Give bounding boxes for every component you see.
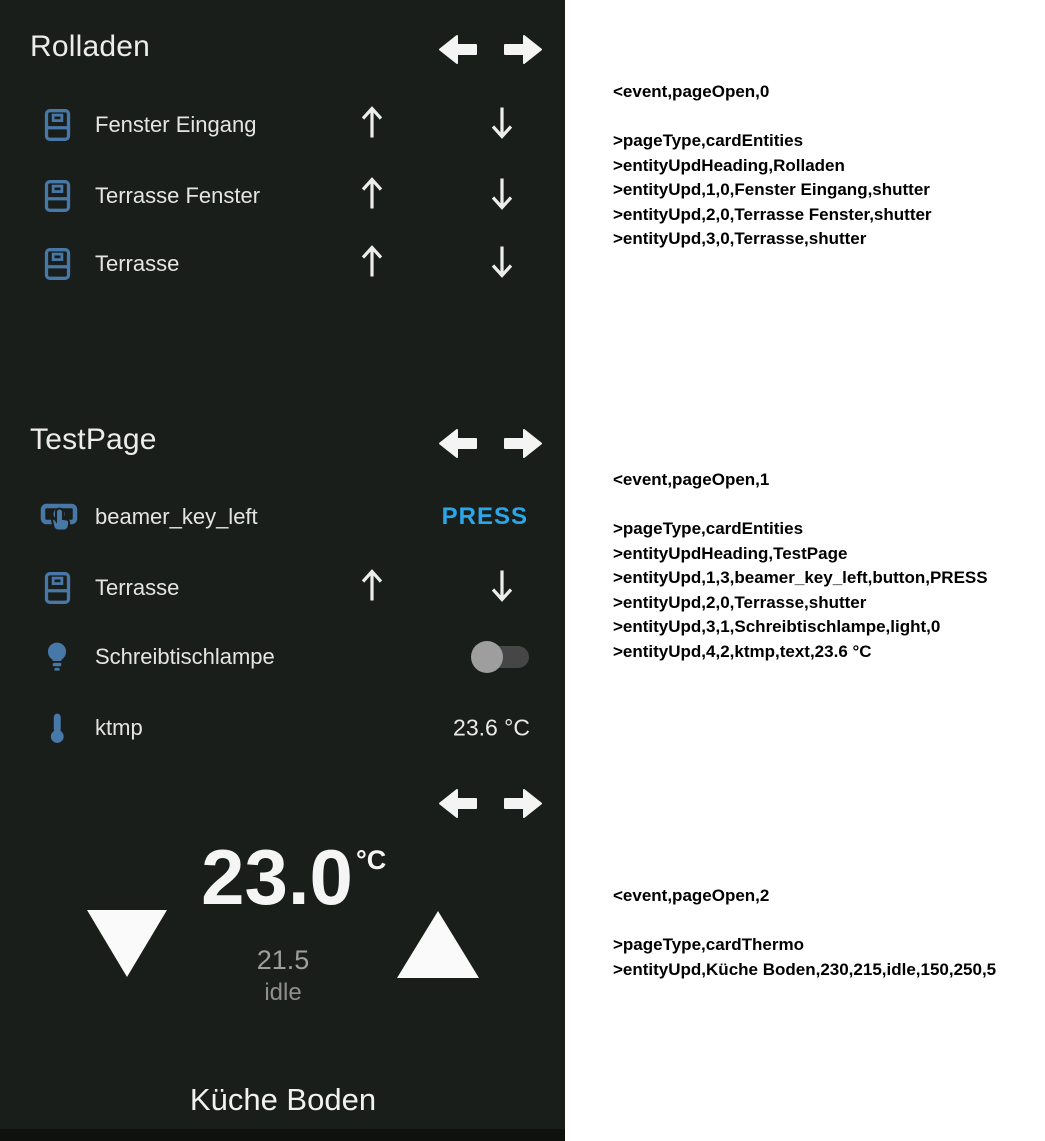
entity-name: Fenster Eingang xyxy=(95,112,257,137)
right-arrow-icon xyxy=(505,790,541,817)
annotation-block-page2 xyxy=(613,884,1043,982)
protocol-line: >entityUpd,Küche Boden,230,215,idle,150,250,5 xyxy=(613,959,997,979)
left-arrow-icon xyxy=(440,36,476,63)
annotation-block-page0 xyxy=(613,80,1043,252)
protocol-line: >entityUpd,4,2,ktmp,text,23.6 °C xyxy=(613,641,872,661)
entity-row-terrasse-2 xyxy=(0,560,565,616)
entity-name: Schreibtischlampe xyxy=(95,644,275,669)
shutter-up-button[interactable] xyxy=(360,105,384,146)
down-arrow-icon xyxy=(493,179,511,208)
thermometer-icon xyxy=(44,712,82,744)
entity-name: Terrasse Fenster xyxy=(95,183,261,208)
protocol-line: >entityUpd,3,0,Terrasse,shutter xyxy=(613,229,867,248)
setpoint-decrease-button[interactable] xyxy=(87,910,167,977)
setpoint-temperature: 21.5 xyxy=(256,945,310,975)
page-nav-rolladen xyxy=(438,32,543,67)
shutter-up-button[interactable] xyxy=(360,176,384,217)
protocol-line: >entityUpd,1,0,Fenster Eingang,shutter xyxy=(613,180,930,199)
shutter-up-button[interactable] xyxy=(360,568,384,609)
entity-row-ktmp xyxy=(0,700,565,756)
entity-row-beamer-key-left xyxy=(0,489,565,545)
light-toggle-switch[interactable] xyxy=(473,646,529,668)
thermostat-state: idle xyxy=(264,979,302,1006)
light-bulb-icon xyxy=(44,641,82,673)
shutter-down-button[interactable] xyxy=(490,105,514,146)
page-nav-thermo xyxy=(438,786,543,821)
event-line: <event,pageOpen,2 xyxy=(613,886,770,905)
protocol-line: >pageType,cardEntities xyxy=(613,519,804,538)
event-line: <event,pageOpen,1 xyxy=(613,470,770,489)
protocol-line: >entityUpd,1,3,beamer_key_left,button,PRESS xyxy=(613,568,988,587)
shutter-down-button[interactable] xyxy=(490,244,514,285)
entity-name: ktmp xyxy=(95,715,143,740)
current-temperature: 23.0 xyxy=(201,833,353,921)
down-arrow-icon xyxy=(493,247,511,276)
press-button[interactable]: PRESS xyxy=(441,503,528,530)
page-next-button[interactable] xyxy=(503,786,543,821)
page-title-rolladen: Rolladen xyxy=(30,30,151,63)
event-line: <event,pageOpen,0 xyxy=(613,82,770,101)
entity-row-fenster-eingang xyxy=(0,97,565,153)
temperature-unit: °C xyxy=(356,845,387,875)
up-arrow-icon xyxy=(363,572,381,601)
protocol-line: >entityUpdHeading,Rolladen xyxy=(613,155,845,175)
page-prev-button[interactable] xyxy=(438,786,478,821)
page-prev-button[interactable] xyxy=(438,32,478,67)
protocol-line: >entityUpd,3,1,Schreibtischlampe,light,0 xyxy=(613,617,941,636)
setpoint-increase-button[interactable] xyxy=(397,911,479,978)
panel-bottom-edge xyxy=(0,1129,565,1141)
page-nav-testpage xyxy=(438,426,543,461)
down-arrow-icon xyxy=(493,571,511,600)
shutter-down-button[interactable] xyxy=(490,568,514,609)
protocol-line: >pageType,cardEntities xyxy=(613,131,804,150)
window-shutter-icon xyxy=(44,109,82,142)
right-arrow-icon xyxy=(505,36,541,63)
window-shutter-icon xyxy=(44,180,82,213)
entity-name: Terrasse xyxy=(95,575,180,600)
up-arrow-icon xyxy=(363,180,381,209)
down-arrow-icon xyxy=(493,108,511,137)
entity-row-terrasse-fenster xyxy=(0,168,565,224)
shutter-up-button[interactable] xyxy=(360,244,384,285)
left-arrow-icon xyxy=(440,790,476,817)
entity-row-schreibtischlampe xyxy=(0,629,565,685)
entity-name: beamer_key_left xyxy=(95,504,258,529)
protocol-line: >entityUpd,2,0,Terrasse,shutter xyxy=(613,592,867,612)
page-next-button[interactable] xyxy=(503,32,543,67)
page-title-testpage: TestPage xyxy=(30,423,157,456)
protocol-line: >entityUpd,2,0,Terrasse Fenster,shutter xyxy=(613,204,932,224)
gesture-tap-button-icon xyxy=(40,500,78,534)
entity-row-terrasse xyxy=(0,236,565,292)
up-arrow-icon xyxy=(363,109,381,138)
right-arrow-icon xyxy=(505,430,541,457)
protocol-line: >pageType,cardThermo xyxy=(613,935,804,954)
shutter-down-button[interactable] xyxy=(490,176,514,217)
entity-name: Terrasse xyxy=(95,251,180,276)
entity-text-value: 23.6 °C xyxy=(453,714,530,741)
toggle-knob[interactable] xyxy=(471,641,503,673)
page-next-button[interactable] xyxy=(503,426,543,461)
left-arrow-icon xyxy=(440,430,476,457)
thermostat-name: Küche Boden xyxy=(189,1082,377,1117)
protocol-line: >entityUpdHeading,TestPage xyxy=(613,543,848,563)
annotation-block-page1 xyxy=(613,468,1043,664)
window-shutter-icon xyxy=(44,248,82,281)
page-prev-button[interactable] xyxy=(438,426,478,461)
window-shutter-icon xyxy=(44,572,82,605)
up-arrow-icon xyxy=(363,248,381,277)
